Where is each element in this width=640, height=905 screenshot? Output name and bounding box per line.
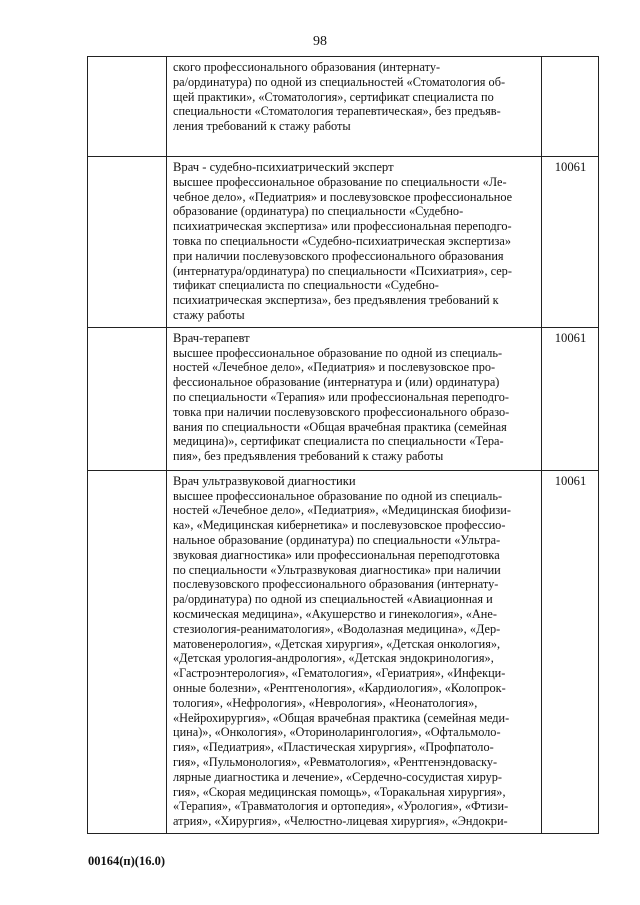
position-description-cell xyxy=(167,470,542,833)
requirement-text-line: товка при наличии послевузовского профессионального образо- xyxy=(173,404,510,419)
page-number: 98 xyxy=(313,34,327,49)
requirement-text-line: «Гастроэнтерология», «Гематология», «Гериатрия», «Инфекци- xyxy=(173,666,506,681)
code-cell xyxy=(542,470,599,833)
requirement-text-line: пия», без предъявления требований к стажу работы xyxy=(173,449,444,464)
position-description-cell xyxy=(167,327,542,470)
requirement-text-line: щей практики», «Стоматология», сертификат специалиста по xyxy=(173,89,494,104)
requirement-text-line: психиатрическая экспертиза» или профессиональная переподго- xyxy=(173,219,512,234)
requirement-text-line: нальное образование (ординатура) по специальности «Ультра- xyxy=(173,532,501,547)
requirement-text-line: «Детская урология-андрология», «Детская эндокринология», xyxy=(173,651,494,666)
requirement-text-line: стезиология-реаниматология», «Водолазная медицина», «Дер- xyxy=(173,621,501,636)
requirement-text-line: ления требований к стажу работы xyxy=(173,119,351,134)
requirement-text-line: ка», «Медицинская кибернетика» и послевузовское профессио- xyxy=(173,518,506,533)
empty-cell xyxy=(88,157,167,328)
requirement-text-line: ра/ординатура) по одной из специальностей «Стоматология об- xyxy=(173,74,506,89)
table-body xyxy=(88,57,599,834)
requirement-text-line: высшее профессиональное образование по одной из специаль- xyxy=(173,345,503,360)
requirement-text-line: ского профессионального образования (интернату- xyxy=(173,60,441,74)
requirement-text-line: ностей «Лечебное дело», «Педиатрия» и послевузовское про- xyxy=(173,360,496,375)
requirement-text-line: специальности «Стоматология терапевтическая», без предъяв- xyxy=(173,104,501,119)
requirement-text-line: медицина)», сертификат специалиста по специальности «Тера- xyxy=(173,434,504,449)
requirement-text-line: атрия», «Хирургия», «Челюстно-лицевая хирургия», «Эндокри- xyxy=(173,814,508,829)
empty-cell xyxy=(88,327,167,470)
code-cell xyxy=(542,327,599,470)
requirement-text-line: товка по специальности «Судебно-психиатрическая экспертиза» xyxy=(173,233,511,248)
table-row xyxy=(88,157,599,328)
requirement-text-line: «Терапия», «Травматология и ортопедия», «Урология», «Фтизи- xyxy=(173,799,509,814)
requirement-text-line: тология», «Нефрология», «Неврология», «Неонатология», xyxy=(173,695,478,710)
requirement-text-line: онные болезни», «Рентгенология», «Кардиология», «Колопрок- xyxy=(173,680,506,695)
requirement-text-line: стажу работы xyxy=(173,307,245,322)
requirement-text-line: гия», «Педиатрия», «Пластическая хирургия», «Профпатоло- xyxy=(173,740,494,755)
requirement-text-line: по специальности «Терапия» или профессиональная переподго- xyxy=(173,389,509,404)
requirement-text-line: ра/ординатура) по одной из специальностей «Авиационная и xyxy=(173,592,493,607)
requirement-text-line: вания по специальности «Общая врачебная практика (семейная xyxy=(173,419,507,434)
classifier-code: 10061 xyxy=(554,473,587,488)
requirement-text-line: чебное дело», «Педиатрия» и послевузовское профессиональное xyxy=(173,189,513,204)
classifier-code: 10061 xyxy=(554,330,587,345)
requirement-text-line: космическая медицина», «Акушерство и гинекология», «Ане- xyxy=(173,606,497,621)
requirement-text-line: по специальности «Ультразвуковая диагностика» при наличии xyxy=(173,562,501,577)
requirement-text-line: фессиональное образование (интернатура и (или) ординатура) xyxy=(173,375,500,390)
empty-cell xyxy=(88,57,167,157)
requirement-text-line: при наличии послевузовского профессионального образования xyxy=(173,248,504,263)
requirement-text-line: высшее профессиональное образование по одной из специаль- xyxy=(173,488,503,503)
requirement-text-line: ностей «Лечебное дело», «Педиатрия», «Медицинская биофизи- xyxy=(173,503,511,518)
position-title: Врач ультразвуковой диагностики xyxy=(173,473,356,488)
empty-cell xyxy=(88,470,167,833)
requirement-text-line: «Нейрохирургия», «Общая врачебная практика (семейная меди- xyxy=(173,710,510,725)
code-cell xyxy=(542,57,599,157)
table-row xyxy=(88,470,599,833)
requirement-text-line: гия», «Пульмонология», «Ревматология», «Рентгенэндоваску- xyxy=(173,754,498,769)
code-cell xyxy=(542,157,599,328)
classifier-code: 10061 xyxy=(554,160,587,174)
position-description-cell xyxy=(167,157,542,328)
qualification-table xyxy=(87,56,599,834)
position-description-cell xyxy=(167,57,542,157)
requirement-text-line: послевузовского профессионального образования (интернату- xyxy=(173,577,499,592)
requirement-text-line: образование (ординатура) по специальности «Судебно- xyxy=(173,204,464,219)
requirement-text-line: цина)», «Онкология», «Оториноларингология», «Офтальмоло- xyxy=(173,725,501,740)
requirement-text-line: психиатрическая экспертиза», без предъявления требований к xyxy=(173,293,499,308)
position-title: Врач - судебно-психиатрический эксперт xyxy=(173,160,394,174)
table-row xyxy=(88,327,599,470)
requirement-text-line: матовенерология», «Детская хирургия», «Детская онкология», xyxy=(173,636,501,651)
requirement-text-line: лярные диагностика и лечение», «Сердечно-сосудистая хирур- xyxy=(173,769,502,784)
position-title: Врач-терапевт xyxy=(173,330,250,345)
table-row xyxy=(88,57,599,157)
requirement-text-line: звуковая диагностика» или профессиональная переподготовка xyxy=(173,547,500,562)
requirement-text-line: тификат специалиста по специальности «Судебно- xyxy=(173,278,439,293)
requirement-text-line: высшее профессиональное образование по специальности «Ле- xyxy=(173,174,507,189)
document-code: 00164(п)(16.0) xyxy=(88,854,165,868)
requirement-text-line: гия», «Скорая медицинская помощь», «Торакальная хирургия», xyxy=(173,784,506,799)
requirement-text-line: (интернатура/ординатура) по специальности «Психиатрия», сер- xyxy=(173,263,512,278)
